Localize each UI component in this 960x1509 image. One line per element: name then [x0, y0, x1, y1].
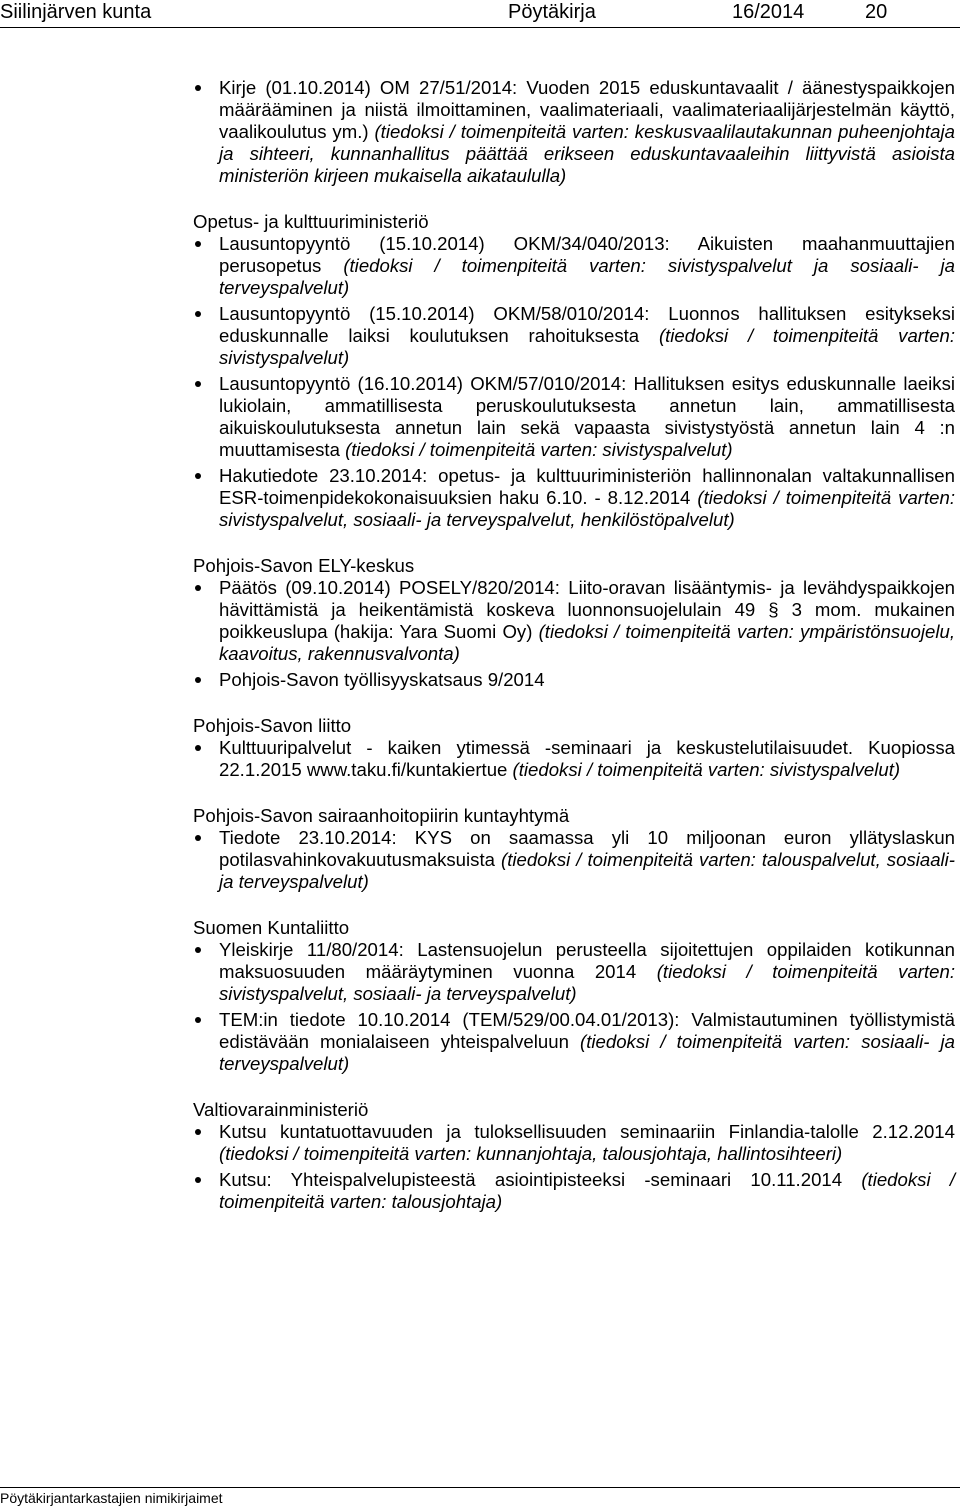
item-text: Lausuntopyyntö (16.10.2014) OKM/57/010/2014: Hallituksen esitys eduskunnalle laeiksi lukiolain, ammatillisesta peruskoulutuksesta annetun lain, ammatillisesta aikuiskoulutuksesta annetun lain sekä vapaasta sivistystyöstä annetun lain 4 :n muuttamisesta: [219, 373, 955, 460]
shp-list: [193, 827, 955, 893]
item-note: (tiedoksi / toimenpiteitä varten: talousjohtaja): [219, 1169, 955, 1212]
section-shp: [193, 805, 955, 893]
document-type: Pöytäkirja: [508, 1, 596, 23]
section-title: Pohjois-Savon liitto: [193, 715, 352, 736]
list-item: [193, 737, 955, 781]
item-text: Lausuntopyyntö (15.10.2014) OKM/58/010/2014: Luonnos hallituksen esitykseksi eduskunnalle laiksi koulutuksen rahoituksesta: [219, 303, 955, 346]
list-item: [193, 465, 955, 531]
document-body: [193, 77, 955, 1237]
section-okm: [193, 211, 955, 531]
intro-list: [193, 77, 955, 187]
list-item: [193, 577, 955, 665]
list-item: [193, 939, 955, 1005]
vm-list: [193, 1121, 955, 1213]
item-text: Kutsu: Yhteispalvelupisteestä asiointipisteeksi -seminaari 10.11.2014: [219, 1169, 862, 1190]
footer-divider: [0, 1487, 960, 1488]
item-note: (tiedoksi / toimenpiteitä varten: talouspalvelut, sosiaali- ja terveyspalvelut): [219, 849, 956, 892]
item-text: Kutsu kuntatuottavuuden ja tuloksellisuuden seminaariin Finlandia-talolle 2.12.2014: [219, 1121, 955, 1142]
list-item: [193, 1169, 955, 1213]
list-item: [193, 827, 955, 893]
liitto-list: [193, 737, 955, 781]
item-note: (tiedoksi / toimenpiteitä varten: sosiaali- ja terveyspalvelut): [219, 1031, 955, 1074]
kuntaliitto-list: [193, 939, 955, 1075]
okm-list: [193, 233, 955, 531]
section-kuntaliitto: [193, 917, 955, 1075]
item-note: (tiedoksi / toimenpiteitä varten: keskusvaalilautakunnan puheenjohtaja ja sihteeri, kunnanhallitus päättää erikseen eduskuntavaaleihin liittyvistä asioista ministeriön kirjeen mukaisella aikataululla): [219, 121, 955, 186]
item-text: Kirje (01.10.2014) OM 27/51/2014: Vuoden 2015 eduskuntavaalit / äänestyspaikkojen määrääminen ja niistä ilmoittaminen, vaalimateriaali, vaalimateriaalijärjestelmän käyttö, vaalikoulutus ym.): [219, 77, 955, 142]
list-item: [193, 669, 955, 691]
item-text: Tiedote 23.10.2014: KYS on saamassa yli 10 miljoonan euron yllätyslaskun potilasvahinkovakuutusmaksuista: [219, 827, 955, 870]
item-text: Päätös (09.10.2014) POSELY/820/2014: Liito-oravan lisääntymis- ja levähdyspaikkojen hävittämistä ja heikentämistä koskeva luonnonsuojelulain 49 § 3 mom. mukainen poikkeuslupa (hakija: Yara Suomi Oy): [219, 577, 955, 642]
item-text: TEM:in tiedote 10.10.2014 (TEM/529/00.04.01/2013): Valmistautuminen työllistymistä edistävään monialaiseen yhteispalveluun: [219, 1009, 955, 1052]
organization-name: Siilinjärven kunta: [0, 1, 152, 23]
section-title: Pohjois-Savon ELY-keskus: [193, 555, 415, 576]
item-note: (tiedoksi / toimenpiteitä varten: ympäristönsuojelu, kaavoitus, rakennusvalvonta): [219, 621, 956, 664]
item-note: (tiedoksi / toimenpiteitä varten: sivistyspalvelut, sosiaali- ja terveyspalvelut, henkilöstöpalvelut): [219, 487, 955, 530]
list-item: [193, 77, 955, 187]
ely-list: [193, 577, 955, 691]
list-item: [193, 1009, 955, 1075]
section-title: Pohjois-Savon sairaanhoitopiirin kuntayhtymä: [193, 805, 570, 826]
item-note: (tiedoksi / toimenpiteitä varten: sivistyspalvelut ja sosiaali- ja terveyspalvelut): [219, 255, 955, 298]
page-header: [0, 0, 960, 26]
item-text: Pohjois-Savon työllisyyskatsaus 9/2014: [219, 669, 545, 690]
item-note: (tiedoksi / toimenpiteitä varten: sivistyspalvelut): [219, 325, 956, 368]
section-title: Valtiovarainministeriö: [193, 1099, 369, 1120]
meeting-number: 16/2014: [732, 1, 805, 23]
footer-initials-label: Pöytäkirjantarkastajien nimikirjaimet: [0, 1490, 223, 1506]
item-note: (tiedoksi / toimenpiteitä varten: sivistyspalvelut): [345, 439, 733, 460]
item-note: (tiedoksi / toimenpiteitä varten: kunnanjohtaja, talousjohtaja, hallintosihteeri): [219, 1143, 843, 1164]
list-item: [193, 233, 955, 299]
item-text: Kulttuuripalvelut - kaiken ytimessä -seminaari ja keskustelutilaisuudet. Kuopiossa 22.1.2015 www.taku.fi/kuntakiertue: [219, 737, 955, 780]
section-vm: [193, 1099, 955, 1213]
list-item: [193, 1121, 955, 1165]
list-item: [193, 373, 955, 461]
item-text: Yleiskirje 11/80/2014: Lastensuojelun perusteella sijoitettujen oppilaiden kotikunnan maksuosuuden määräytyminen vuonna 2014: [219, 939, 955, 982]
list-item: [193, 303, 955, 369]
item-text: Hakutiedote 23.10.2014: opetus- ja kulttuuriministeriön hallinnonalan valtakunnallisen ESR-toimenpidekokonaisuuksien haku 6.10. - 8.12.2014: [219, 465, 955, 508]
item-text: Lausuntopyyntö (15.10.2014) OKM/34/040/2013: Aikuisten maahanmuuttajien perusopetus: [219, 233, 955, 276]
section-title: Suomen Kuntaliitto: [193, 917, 350, 938]
header-divider: [0, 27, 960, 28]
section-ely: [193, 555, 955, 691]
section-liitto: [193, 715, 955, 781]
page-number: 20: [865, 1, 888, 23]
item-note: (tiedoksi / toimenpiteitä varten: sivistyspalvelut, sosiaali- ja terveyspalvelut): [219, 961, 955, 1004]
section-title: Opetus- ja kulttuuriministeriö: [193, 211, 429, 232]
item-note: (tiedoksi / toimenpiteitä varten: sivistyspalvelut): [512, 759, 901, 780]
section-intro: [193, 77, 955, 187]
